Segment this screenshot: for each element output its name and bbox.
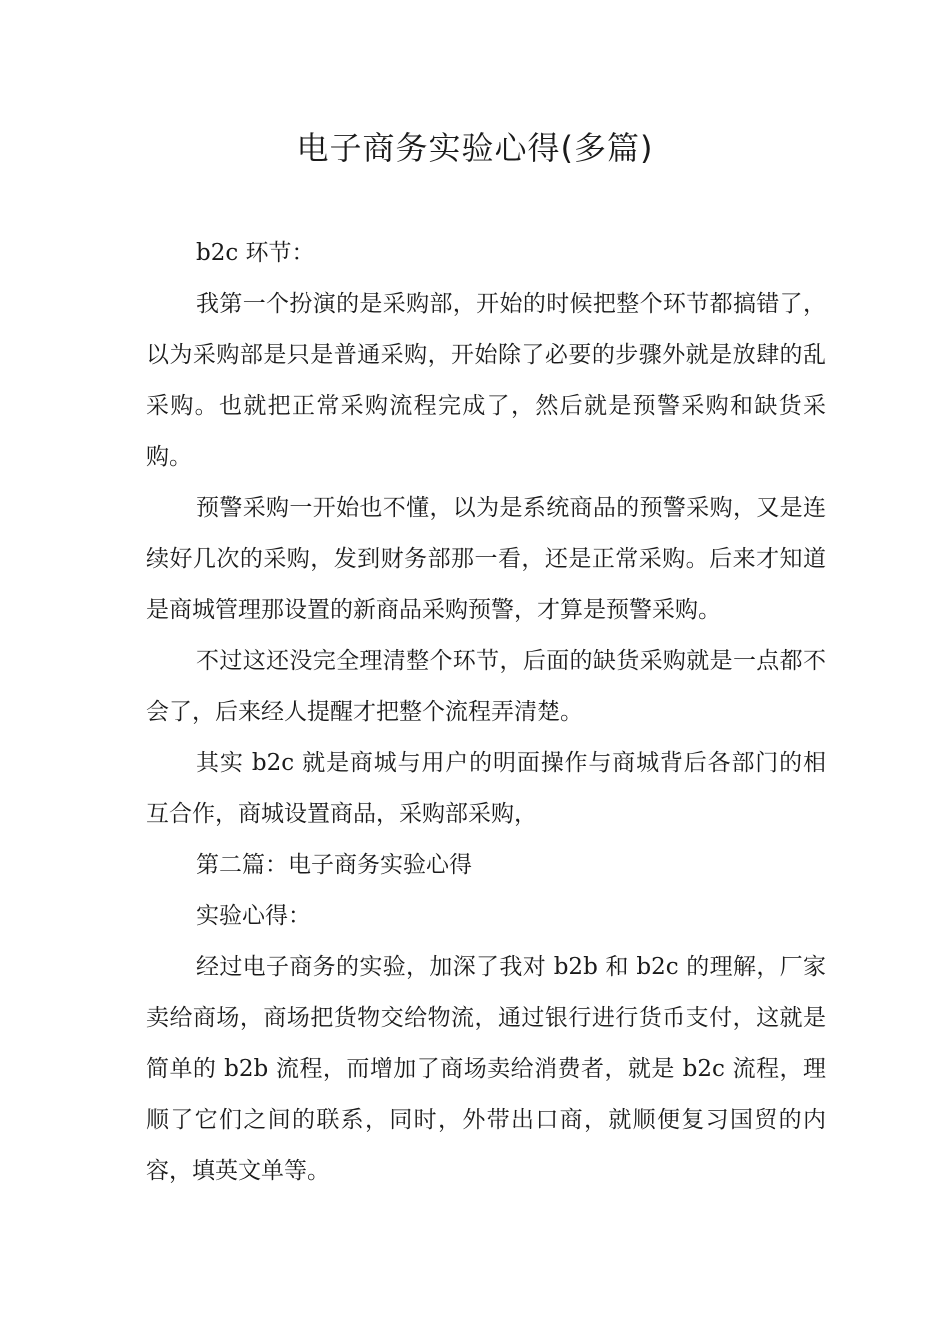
paragraph-warning-procurement: 预警采购一开始也不懂，以为是系统商品的预警采购，又是连续好几次的采购，发到财务部那一看，还是正常采购。后来才知道是商城管理那设置的新商品采购预警，才算是预警采购。 <box>146 495 826 623</box>
paragraph-b2c-heading: b2c 环节： <box>196 240 315 266</box>
paragraph-section-two-heading: 第二篇：电子商务实验心得 <box>196 852 472 878</box>
paragraph-experiment-body: 经过电子商务的实验，加深了我对 b2b 和 b2c 的理解，厂家卖给商场，商场把货物交给物流，通过银行进行货币支付，这就是简单的 b2b 流程，而增加了商场卖给消费者，就是 b2c 流程，理顺了它们之间的联系，同时，外带出口商，就顺便复习国贸的内容，填英文单等。 <box>146 954 826 1184</box>
paragraph-procurement: 我第一个扮演的是采购部，开始的时候把整个环节都搞错了，以为采购部是只是普通采购，开始除了必要的步骤外就是放肆的乱采购。也就把正常采购流程完成了，然后就是预警采购和缺货采购。 <box>146 291 826 470</box>
paragraph-experiment-heading: 实验心得： <box>196 903 311 929</box>
paragraph-b2c-summary: 其实 b2c 就是商城与用户的明面操作与商城背后各部门的相互合作，商城设置商品，采购部采购， <box>146 750 826 827</box>
document-body <box>146 228 826 1197</box>
paragraph-shortage-procurement: 不过这还没完全理清整个环节，后面的缺货采购就是一点都不会了，后来经人提醒才把整个流程弄清楚。 <box>146 648 826 725</box>
document-title: 电子商务实验心得(多篇) <box>296 129 654 167</box>
